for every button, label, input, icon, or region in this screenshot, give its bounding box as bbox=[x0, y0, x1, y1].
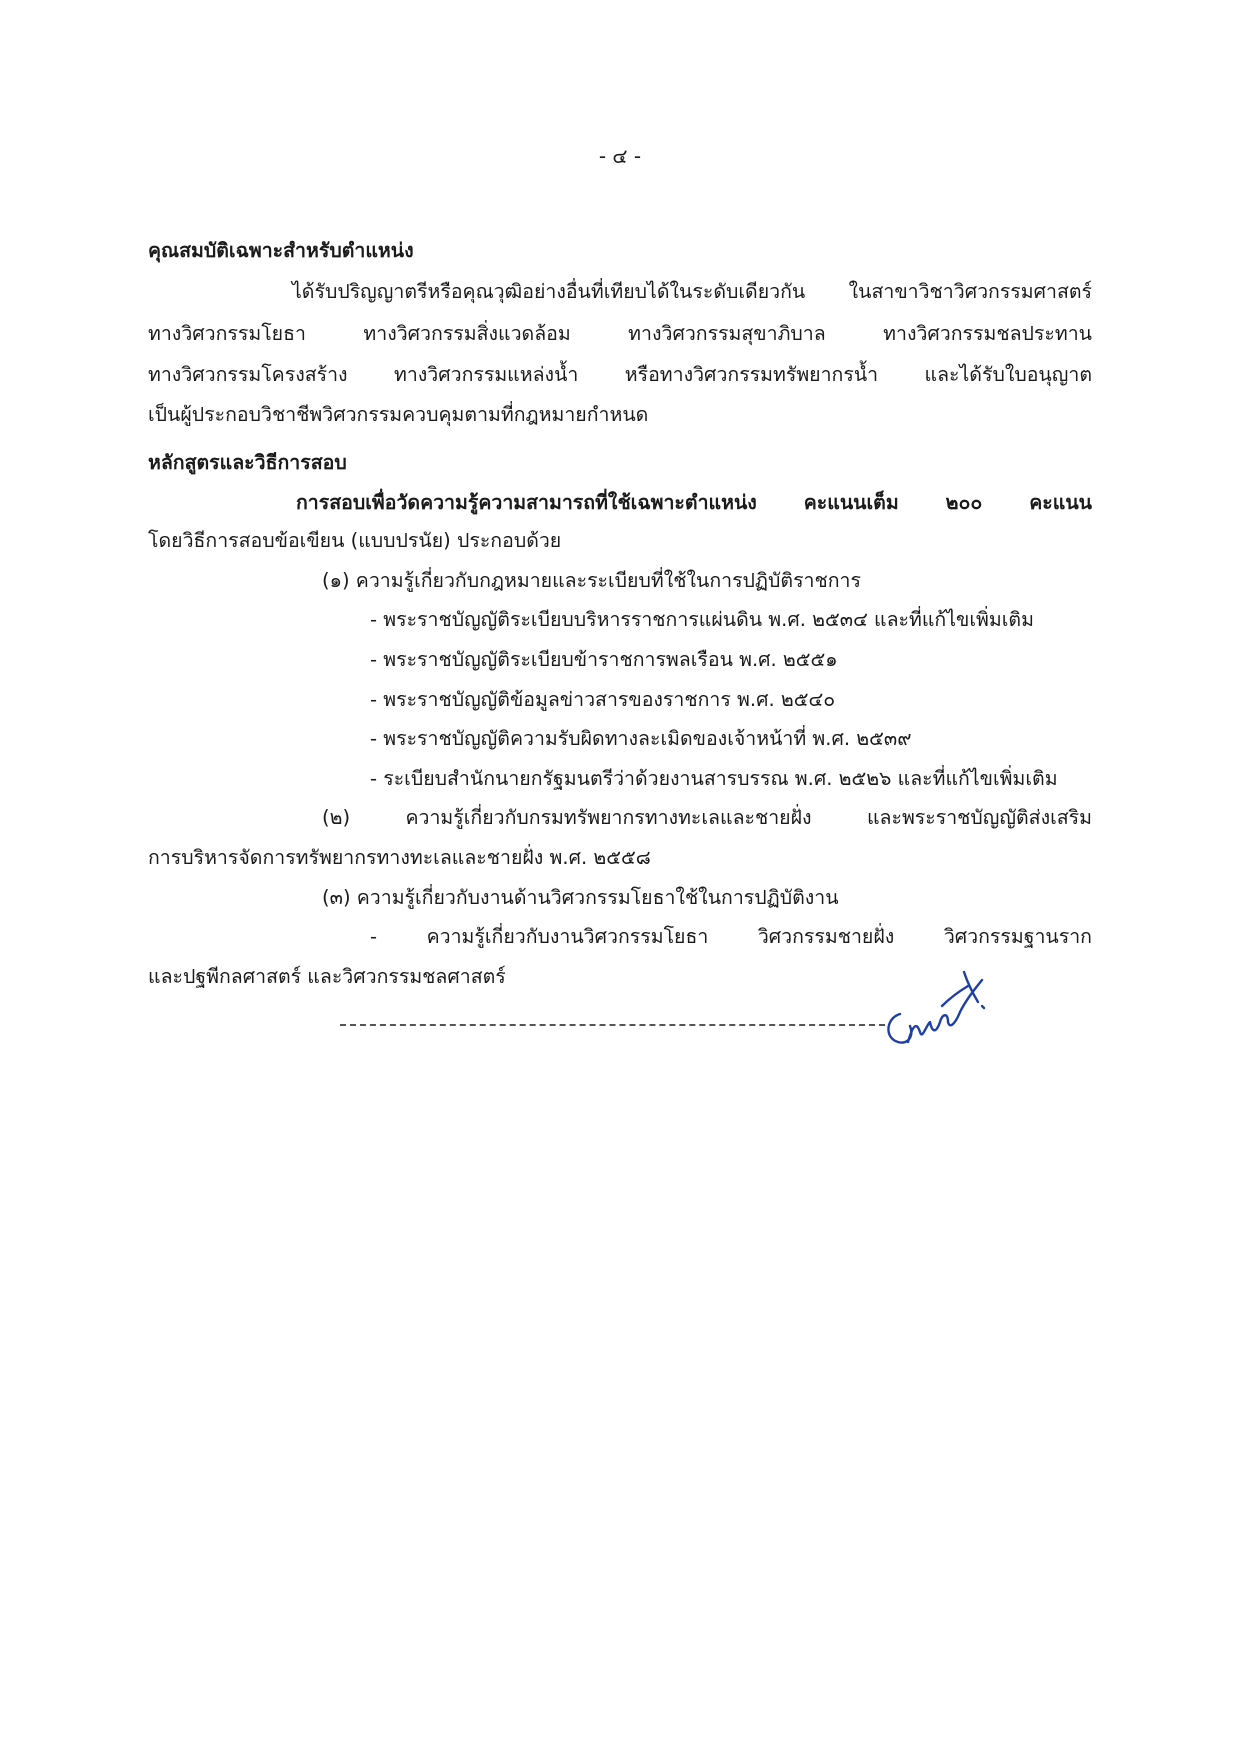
exam-method: โดยวิธีการสอบข้อเขียน (แบบปรนัย) ประกอบด้วย bbox=[148, 529, 562, 552]
section-1-item: - พระราชบัญญัติข้อมูลข่าวสารของราชการ พ.ศ. ๒๕๔๐ bbox=[370, 688, 836, 711]
qualifications-line: ได้รับปริญญาตรีหรือคุณวุฒิอย่างอื่นที่เทียบได้ในระดับเดียวกัน ในสาขาวิชาวิศวกรรมศาสตร์ bbox=[292, 280, 1092, 303]
section-2-line: การบริหารจัดการทรัพยากรทางทะเลและชายฝั่ง พ.ศ. ๒๕๕๘ bbox=[148, 846, 651, 869]
qualifications-line: ทางวิศวกรรมโครงสร้าง ทางวิศวกรรมแหล่งน้ำ หรือทางวิศวกรรมทรัพยากรน้ำ และได้รับใบอนุญาต bbox=[148, 363, 1092, 386]
section-1-item: - พระราชบัญญัติระเบียบข้าราชการพลเรือน พ.ศ. ๒๕๕๑ bbox=[370, 648, 838, 671]
page-number: - ๔ - bbox=[598, 144, 642, 168]
section-1-item: - พระราชบัญญัติความรับผิดทางละเมิดของเจ้าหน้าที่ พ.ศ. ๒๕๓๙ bbox=[370, 727, 912, 750]
section-3-title: (๓) ความรู้เกี่ยวกับงานด้านวิศวกรรมโยธาใช้ในการปฏิบัติงาน bbox=[322, 886, 839, 909]
section-1-title: (๑) ความรู้เกี่ยวกับกฎหมายและระเบียบที่ใช้ในการปฏิบัติราชการ bbox=[322, 569, 861, 592]
section-3-item: และปฐพีกลศาสตร์ และวิศวกรรมชลศาสตร์ bbox=[148, 965, 506, 988]
section-1-item: - ระเบียบสำนักนายกรัฐมนตรีว่าด้วยงานสารบรรณ พ.ศ. ๒๕๒๖ และที่แก้ไขเพิ่มเติม bbox=[370, 767, 1058, 790]
curriculum-heading: หลักสูตรและวิธีการสอบ bbox=[148, 451, 347, 474]
handwritten-signature bbox=[878, 962, 998, 1054]
qualifications-line: ทางวิศวกรรมโยธา ทางวิศวกรรมสิ่งแวดล้อม ทางวิศวกรรมสุขาภิบาล ทางวิศวกรรมชลประทาน bbox=[148, 322, 1092, 345]
qualifications-line: เป็นผู้ประกอบวิชาชีพวิศวกรรมควบคุมตามที่กฎหมายกำหนด bbox=[148, 403, 649, 426]
exam-title: การสอบเพื่อวัดความรู้ความสามารถที่ใช้เฉพาะตำแหน่ง คะแนนเต็ม ๒๐๐ คะแนน bbox=[296, 491, 1092, 514]
dashed-divider bbox=[340, 1024, 885, 1026]
qualifications-heading: คุณสมบัติเฉพาะสำหรับตำแหน่ง bbox=[148, 239, 414, 262]
section-2-line: (๒) ความรู้เกี่ยวกับกรมทรัพยากรทางทะเลและชายฝั่ง และพระราชบัญญัติส่งเสริม bbox=[322, 806, 1092, 829]
section-3-item: - ความรู้เกี่ยวกับงานวิศวกรรมโยธา วิศวกรรมชายฝั่ง วิศวกรรมฐานราก bbox=[370, 925, 1092, 948]
section-1-item: - พระราชบัญญัติระเบียบบริหารราชการแผ่นดิน พ.ศ. ๒๕๓๔ และที่แก้ไขเพิ่มเติม bbox=[370, 608, 1034, 631]
